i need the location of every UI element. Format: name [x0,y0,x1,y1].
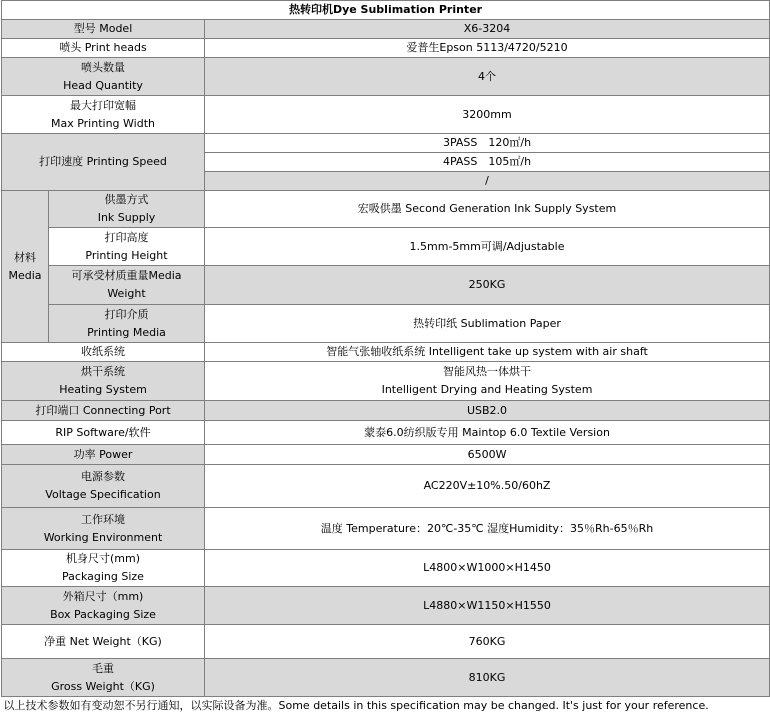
value-heating [205,362,770,401]
value-print-media: 热转印纸 Sublimation Paper [205,305,770,343]
label-machine-size-en: Packaging Size [62,570,144,583]
value-machine-size: L4800×W1000×H1450 [205,550,770,587]
label-media-weight [49,266,205,305]
footer-note: 以上技术参数如有变动恕不另行通知，以实际设备为准。Some details in this specification may be changed. It's just for your reference. [3,699,709,712]
label-max-width-cn: 最大打印宽幅 [70,98,136,112]
label-gross-weight-en: Gross Weight（KG) [51,679,155,693]
label-media-weight-en: Weight [107,287,146,300]
value-take-up: 智能气张轴收纸系统 Intelligent take up system with air shaft [205,343,770,362]
label-print-height-cn: 打印高度 [104,230,149,244]
label-print-height-en: Printing Height [85,248,168,262]
label-print-media [49,305,205,343]
label-gross-weight [2,659,205,697]
value-media-weight: 250KG [205,266,770,305]
label-max-width [2,96,205,134]
value-net-weight: 760KG [205,625,770,659]
value-gross-weight: 810KG [205,659,770,697]
label-model: 型号 Model [2,20,205,39]
value-speed-4pass: 4PASS 105㎡/h [205,153,770,172]
label-media-group [2,191,49,343]
spec-table [1,0,770,715]
label-port: 打印端口 Connecting Port [2,401,205,421]
table-title: 热转印机Dye Sublimation Printer [2,1,770,20]
label-machine-size [2,550,205,587]
label-take-up: 收纸系统 [2,343,205,362]
value-head-quantity: 4个 [205,58,770,96]
label-net-weight: 净重 Net Weight（KG) [2,625,205,659]
value-voltage: AC220V±10%.50/60hZ [205,465,770,508]
value-power: 6500W [205,445,770,465]
value-rip: 蒙泰6.0纺织版专用 Maintop 6.0 Textile Version [205,421,770,445]
label-voltage-en: Voltage Specification [45,488,161,501]
label-rip: RIP Software/软件 [2,421,205,445]
label-print-media-cn: 打印介质 [104,307,149,321]
label-environment-cn: 工作环境 [81,512,125,526]
value-port: USB2.0 [205,401,770,421]
value-print-height: 1.5mm-5mm可调/Adjustable [205,228,770,266]
label-print-height [49,228,205,266]
value-model: X6-3204 [205,20,770,39]
value-heating-en: Intelligent Drying and Heating System [381,383,593,396]
label-heating-cn: 烘干系统 [81,365,125,378]
label-voltage-cn: 电源参数 [81,470,125,483]
value-speed-3pass: 3PASS 120㎡/h [205,134,770,153]
label-media-cn: 材料 [14,250,36,264]
label-media-en: Media [8,268,42,282]
label-gross-weight-cn: 毛重 [92,661,114,675]
label-ink-supply-en: Ink Supply [97,211,156,224]
value-environment: 温度 Temperature：20℃-35℃ 湿度Humidity：35％Rh-65％Rh [205,508,770,550]
label-power: 功率 Power [2,445,205,465]
value-heating-cn: 智能风热一体烘干 [443,365,532,378]
label-box-size-en: Box Packaging Size [50,607,156,621]
label-print-heads: 喷头 Print heads [2,39,205,58]
value-box-size: L4880×W1150×H1550 [205,587,770,625]
label-voltage [2,465,205,508]
label-ink-supply-cn: 供墨方式 [104,193,149,206]
label-machine-size-cn: 机身尺寸(mm) [65,552,140,565]
value-ink-supply: 宏吸供墨 Second Generation Ink Supply System [205,191,770,228]
label-box-size [2,587,205,625]
label-printing-speed: 打印速度 Printing Speed [2,134,205,191]
label-print-media-en: Printing Media [87,325,166,339]
label-box-size-cn: 外箱尺寸（mm) [62,589,144,603]
label-head-quantity-en: Head Quantity [63,78,143,92]
value-max-width: 3200mm [205,96,770,134]
label-heating [2,362,205,401]
label-max-width-en: Max Printing Width [50,116,155,130]
label-head-quantity-cn: 喷头数量 [81,60,125,74]
label-media-weight-cn: 可承受材质重量Media [71,269,182,282]
label-environment [2,508,205,550]
value-print-heads: 爱普生Epson 5113/4720/5210 [205,39,770,58]
label-environment-en: Working Environment [43,530,163,544]
label-head-quantity [2,58,205,96]
value-speed-other: / [205,172,770,191]
label-ink-supply [49,191,205,228]
label-heating-en: Heating System [59,383,147,396]
